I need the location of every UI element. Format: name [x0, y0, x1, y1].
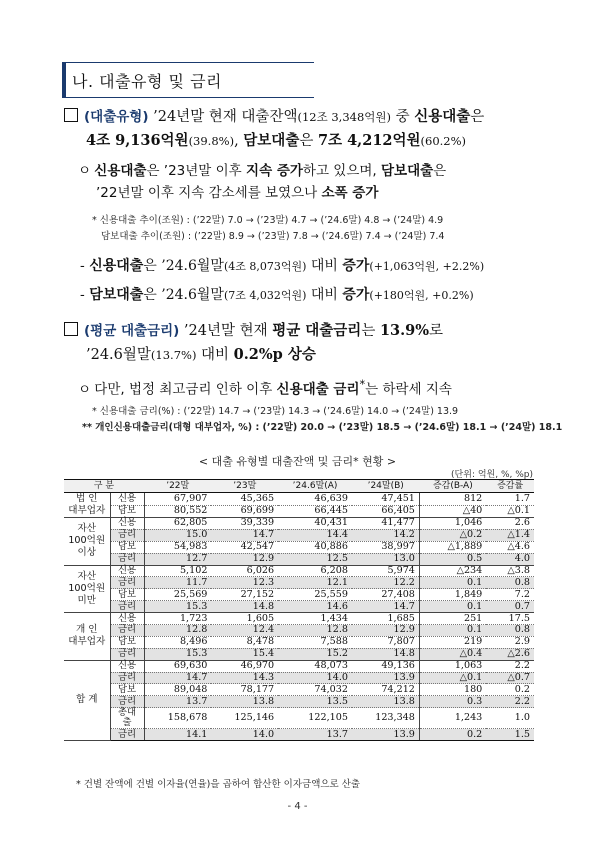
table-cell: 1.7: [486, 493, 534, 506]
square-bullet-icon: [64, 322, 78, 336]
table-cell: 15.3: [144, 648, 211, 660]
table-title: < 대출 유형별 대출잔액 및 금리* 현황 >: [198, 455, 397, 468]
para2-line1: [64, 320, 443, 342]
sub2-line: [78, 374, 452, 401]
sub1-emph: 지속 증가: [246, 163, 303, 179]
table-cell: 13.9: [352, 729, 419, 741]
sub2-emph: 신용대출 금리: [276, 381, 360, 398]
para2-text: ’24년말 현재: [179, 323, 273, 339]
table-cell: △0.4: [419, 648, 486, 660]
dash-text: (+1,063억원, +2.2%): [369, 260, 485, 273]
table-cell: 46,639: [278, 493, 352, 506]
para1-text: ,: [234, 133, 244, 149]
sub1-line2: [96, 182, 378, 204]
table-cell: 122,105: [278, 708, 352, 729]
header-category: 구 분: [64, 480, 144, 493]
dash-secured-loan: [80, 284, 474, 307]
table-cell: 15.4: [211, 648, 278, 660]
para2-text: 로: [429, 323, 444, 339]
row-kind: 금리: [110, 729, 144, 741]
sub1-line1: [78, 160, 446, 182]
para1-line2: [86, 130, 466, 152]
table-row: [64, 589, 534, 601]
footnote: * 건별 잔액에 건별 이자율(연율)을 곱하여 합산한 이자금액으로 산출: [76, 779, 361, 790]
para1-text: 중: [390, 109, 415, 125]
table-cell: 54,983: [144, 541, 211, 553]
table-row: [64, 529, 534, 541]
para1-emph: 담보대출: [243, 132, 300, 149]
table-row: [64, 613, 534, 625]
section-header: [62, 62, 314, 98]
section-bottom-rule: [62, 97, 314, 98]
header-col: ’24말(B): [352, 480, 419, 493]
table-cell: 1,434: [278, 613, 352, 625]
table-cell: 14.0: [278, 672, 352, 684]
table-row: [64, 541, 534, 553]
para2-text: (13.7%): [150, 348, 197, 362]
row-kind: 담보: [110, 636, 144, 648]
table-cell: 25,559: [278, 589, 352, 601]
row-kind: 담보: [110, 684, 144, 696]
note-secured-trend: 담보대출 추이(조원) : (’22말) 8.9 → (’23말) 7.8 → (’24.6말) 7.4 → (’24말) 7.4: [101, 231, 445, 242]
dash-emph: 증가: [342, 258, 370, 274]
square-bullet-icon: [64, 108, 78, 122]
table-cell: 13.7: [278, 729, 352, 741]
table-cell: 48,073: [278, 660, 352, 672]
dash-mark: -: [80, 287, 90, 303]
group-label: 개 인 대부업자: [64, 613, 110, 661]
table-cell: 11.7: [144, 577, 211, 589]
note-personal-credit-rate: ** 개인신용대출금리(대형 대부업자, %) : (’22말) 20.0 → (’23말) 18.5 → (’24.6말) 18.1 → (’24말) 18.1: [82, 422, 563, 433]
table-cell: 27,152: [211, 589, 278, 601]
table-cell: 14.7: [144, 672, 211, 684]
table-cell: 89,048: [144, 684, 211, 696]
dash-emph: 담보대출: [89, 287, 144, 303]
table-cell: 15.3: [144, 601, 211, 613]
para1-emph: 7조 4,212억원: [317, 132, 421, 149]
para1-text: (12조 3,348억원): [297, 110, 391, 124]
table-cell: 1,849: [419, 589, 486, 601]
table-cell: △0.2: [419, 529, 486, 541]
table-cell: 0.5: [419, 553, 486, 565]
table-cell: 12.4: [211, 625, 278, 637]
table-cell: 41,477: [352, 518, 419, 530]
table-row: [64, 672, 534, 684]
table-cell: 12.3: [211, 577, 278, 589]
table-cell: 1,723: [144, 613, 211, 625]
dash-text: 대비: [306, 258, 343, 274]
table-cell: 1,063: [419, 660, 486, 672]
table-cell: 40,886: [278, 541, 352, 553]
table-cell: 80,552: [144, 505, 211, 518]
para1-text: ’24년말 현재 대출잔액: [148, 109, 298, 125]
sub2-text: 다만, 법정 최고금리 인하 이후: [94, 381, 277, 398]
row-kind: 신용: [110, 565, 144, 577]
dash-text: (7조 4,032억원): [223, 289, 307, 302]
table-cell: 15.2: [278, 648, 352, 660]
table-cell: 1.5: [486, 729, 534, 741]
table-cell: 0.7: [486, 601, 534, 613]
table-cell: 1,046: [419, 518, 486, 530]
table-cell: 66,405: [352, 505, 419, 518]
sub1-text: ’22년말 이후 지속 감소세를 보였으나: [96, 185, 322, 201]
table-unit: (단위: 억원, %, %p): [451, 470, 533, 480]
para1-text: 은: [299, 133, 318, 149]
dash-text: 은 ’24.6월말: [143, 258, 224, 274]
table-cell: 0.1: [419, 601, 486, 613]
table-cell: 74,212: [352, 684, 419, 696]
table-row: [64, 553, 534, 565]
table-cell: 49,136: [352, 660, 419, 672]
header-col: ’23말: [211, 480, 278, 493]
table-row: [64, 577, 534, 589]
group-label: 법 인 대부업자: [64, 493, 110, 518]
dash-text: 은 ’24.6월말: [143, 287, 224, 303]
row-kind: 금리: [110, 553, 144, 565]
table-cell: 27,408: [352, 589, 419, 601]
dash-emph: 신용대출: [89, 258, 144, 274]
sub1-text: 은 ’23년말 이후: [146, 163, 247, 179]
table-cell: 5,974: [352, 565, 419, 577]
table-cell: 74,032: [278, 684, 352, 696]
table-cell: 25,569: [144, 589, 211, 601]
table-row: [64, 729, 534, 741]
table-cell: 14.4: [278, 529, 352, 541]
table-cell: 0.3: [419, 696, 486, 708]
dash-text: (4조 8,073억원): [223, 260, 307, 273]
table-row: [64, 696, 534, 708]
table-cell: △0.1: [486, 505, 534, 518]
table-cell: △4.6: [486, 541, 534, 553]
table-cell: 14.8: [352, 648, 419, 660]
table-cell: 15.0: [144, 529, 211, 541]
table-row: [64, 660, 534, 672]
table-cell: △3.8: [486, 565, 534, 577]
sub2-text: 는 하락세 지속: [365, 381, 452, 398]
row-kind: 금리: [110, 529, 144, 541]
table-cell: △40: [419, 505, 486, 518]
table-cell: 14.7: [352, 601, 419, 613]
table-cell: 12.8: [278, 625, 352, 637]
para1-emph: 신용대출: [414, 108, 471, 125]
table-cell: 62,805: [144, 518, 211, 530]
dash-credit-loan: [80, 255, 484, 278]
para2-emph: 0.2%p 상승: [233, 346, 316, 363]
note-credit-trend: * 신용대출 추이(조원) : (’22말) 7.0 → (’23말) 4.7 → (’24.6말) 4.8 → (’24말) 4.9: [92, 215, 444, 226]
table-cell: △2.6: [486, 648, 534, 660]
table-cell: 4.0: [486, 553, 534, 565]
table-cell: 46,970: [211, 660, 278, 672]
table-cell: 69,630: [144, 660, 211, 672]
table-cell: 13.7: [144, 696, 211, 708]
table-cell: 13.5: [278, 696, 352, 708]
para1-tag: (대출유형): [84, 109, 149, 125]
table-cell: △0.1: [419, 672, 486, 684]
page-number: - 4 -: [287, 801, 308, 812]
table-cell: 38,997: [352, 541, 419, 553]
table-cell: 8,496: [144, 636, 211, 648]
sub1-emph: 담보대출: [381, 163, 434, 179]
table-cell: 158,678: [144, 708, 211, 729]
dash-text: 대비: [306, 287, 343, 303]
header-col: ’24.6말(A): [278, 480, 352, 493]
para1-line1: [64, 106, 484, 128]
header-col: 증감(B-A): [419, 480, 486, 493]
para1-text: 은: [470, 109, 485, 125]
group-label: 합 계: [64, 660, 110, 740]
sub1-emph: 신용대출: [94, 163, 147, 179]
table-cell: △0.7: [486, 672, 534, 684]
table-cell: 78,177: [211, 684, 278, 696]
table-cell: 7,588: [278, 636, 352, 648]
table-cell: 251: [419, 613, 486, 625]
row-kind: 신용: [110, 493, 144, 506]
table-row: [64, 565, 534, 577]
table-cell: 219: [419, 636, 486, 648]
table-cell: 125,146: [211, 708, 278, 729]
table-cell: 67,907: [144, 493, 211, 506]
row-kind: 금리: [110, 672, 144, 684]
dash-mark: -: [80, 258, 90, 274]
table-cell: 1.0: [486, 708, 534, 729]
table-cell: 69,699: [211, 505, 278, 518]
sub1-text: 은: [433, 163, 447, 179]
para2-text: 대비: [196, 347, 234, 363]
table-cell: 66,445: [278, 505, 352, 518]
table-cell: 2.2: [486, 660, 534, 672]
table-cell: 14.7: [211, 529, 278, 541]
section-title: 나. 대출유형 및 금리: [72, 72, 222, 91]
table-row: [64, 708, 534, 729]
table-cell: 14.1: [144, 729, 211, 741]
circle-bullet-icon: ㅇ: [78, 381, 92, 398]
table-cell: 7.2: [486, 589, 534, 601]
table-cell: 12.9: [352, 625, 419, 637]
para1-emph: 4조 9,136억원: [86, 132, 189, 149]
table-cell: 12.8: [144, 625, 211, 637]
table-cell: 12.2: [352, 577, 419, 589]
table-cell: 12.5: [278, 553, 352, 565]
table-cell: 1,605: [211, 613, 278, 625]
group-label: 자산 100억원 이상: [64, 518, 110, 566]
table-cell: 14.8: [211, 601, 278, 613]
table-header-row: [64, 480, 534, 493]
para2-text: 는: [361, 323, 380, 339]
row-kind: 금리: [110, 577, 144, 589]
sub1-emph: 소폭 증가: [321, 185, 379, 201]
table-cell: 8,478: [211, 636, 278, 648]
table-cell: 47,451: [352, 493, 419, 506]
para2-text: ’24.6월말: [86, 347, 151, 363]
sub2-asterisk: *: [359, 378, 366, 391]
table-row: [64, 636, 534, 648]
table-cell: 17.5: [486, 613, 534, 625]
table-cell: 0.2: [419, 729, 486, 741]
table-row: [64, 684, 534, 696]
row-kind: 총대출: [110, 708, 144, 729]
table-cell: 5,102: [144, 565, 211, 577]
table-cell: 13.0: [352, 553, 419, 565]
table-cell: 13.9: [352, 672, 419, 684]
table-cell: 42,547: [211, 541, 278, 553]
table-cell: 1,243: [419, 708, 486, 729]
table-cell: 39,339: [211, 518, 278, 530]
table-row: [64, 493, 534, 506]
table-cell: 2.9: [486, 636, 534, 648]
table-row: [64, 601, 534, 613]
dash-text: (+180억원, +0.2%): [369, 289, 474, 302]
table-cell: 6,208: [278, 565, 352, 577]
para2-emph: 평균 대출금리: [272, 322, 362, 339]
table-cell: 14.0: [211, 729, 278, 741]
table-cell: 812: [419, 493, 486, 506]
row-kind: 담보: [110, 541, 144, 553]
section-top-rule: [62, 62, 314, 63]
header-col: 증감률: [486, 480, 534, 493]
dash-emph: 증가: [342, 287, 370, 303]
table-row: [64, 625, 534, 637]
table-cell: 0.1: [419, 577, 486, 589]
table-row: [64, 648, 534, 660]
para1-text: (60.2%): [420, 134, 467, 148]
table-cell: 0.8: [486, 577, 534, 589]
row-kind: 금리: [110, 648, 144, 660]
row-kind: 담보: [110, 505, 144, 518]
table-cell: 14.2: [352, 529, 419, 541]
row-kind: 신용: [110, 660, 144, 672]
table-cell: 45,365: [211, 493, 278, 506]
table-cell: 2.6: [486, 518, 534, 530]
table-row: [64, 518, 534, 530]
table-cell: 14.3: [211, 672, 278, 684]
table-cell: 0.8: [486, 625, 534, 637]
note-credit-rate: * 신용대출 금리(%) : (’22말) 14.7 → (’23말) 14.3 → (’24.6말) 14.0 → (’24말) 13.9: [92, 406, 459, 417]
table-cell: 6,026: [211, 565, 278, 577]
circle-bullet-icon: ㅇ: [78, 163, 92, 179]
para1-text: (39.8%): [188, 134, 235, 148]
table-cell: 0.1: [419, 625, 486, 637]
loan-table: [64, 479, 534, 741]
table-cell: 7,807: [352, 636, 419, 648]
table-cell: 40,431: [278, 518, 352, 530]
table-row: [64, 505, 534, 518]
table-cell: 14.6: [278, 601, 352, 613]
table-cell: 12.1: [278, 577, 352, 589]
row-kind: 담보: [110, 589, 144, 601]
table-cell: 2.2: [486, 696, 534, 708]
para2-tag: (평균 대출금리): [84, 323, 180, 339]
section-accent-bar: [62, 63, 66, 97]
table-cell: 180: [419, 684, 486, 696]
table-cell: 13.8: [352, 696, 419, 708]
row-kind: 금리: [110, 625, 144, 637]
table-cell: △234: [419, 565, 486, 577]
table-cell: 1,685: [352, 613, 419, 625]
group-label: 자산 100억원 미만: [64, 565, 110, 613]
table-cell: 123,348: [352, 708, 419, 729]
row-kind: 신용: [110, 613, 144, 625]
header-col: ’22말: [144, 480, 211, 493]
para2-emph: 13.9%: [379, 322, 430, 339]
row-kind: 신용: [110, 518, 144, 530]
table-cell: 12.7: [144, 553, 211, 565]
row-kind: 금리: [110, 601, 144, 613]
table-cell: 13.8: [211, 696, 278, 708]
table-cell: 0.2: [486, 684, 534, 696]
para2-line2: [86, 344, 316, 366]
table-cell: △1.4: [486, 529, 534, 541]
table-cell: △1,889: [419, 541, 486, 553]
table-cell: 12.9: [211, 553, 278, 565]
sub1-text: 하고 있으며,: [302, 163, 381, 179]
row-kind: 금리: [110, 696, 144, 708]
